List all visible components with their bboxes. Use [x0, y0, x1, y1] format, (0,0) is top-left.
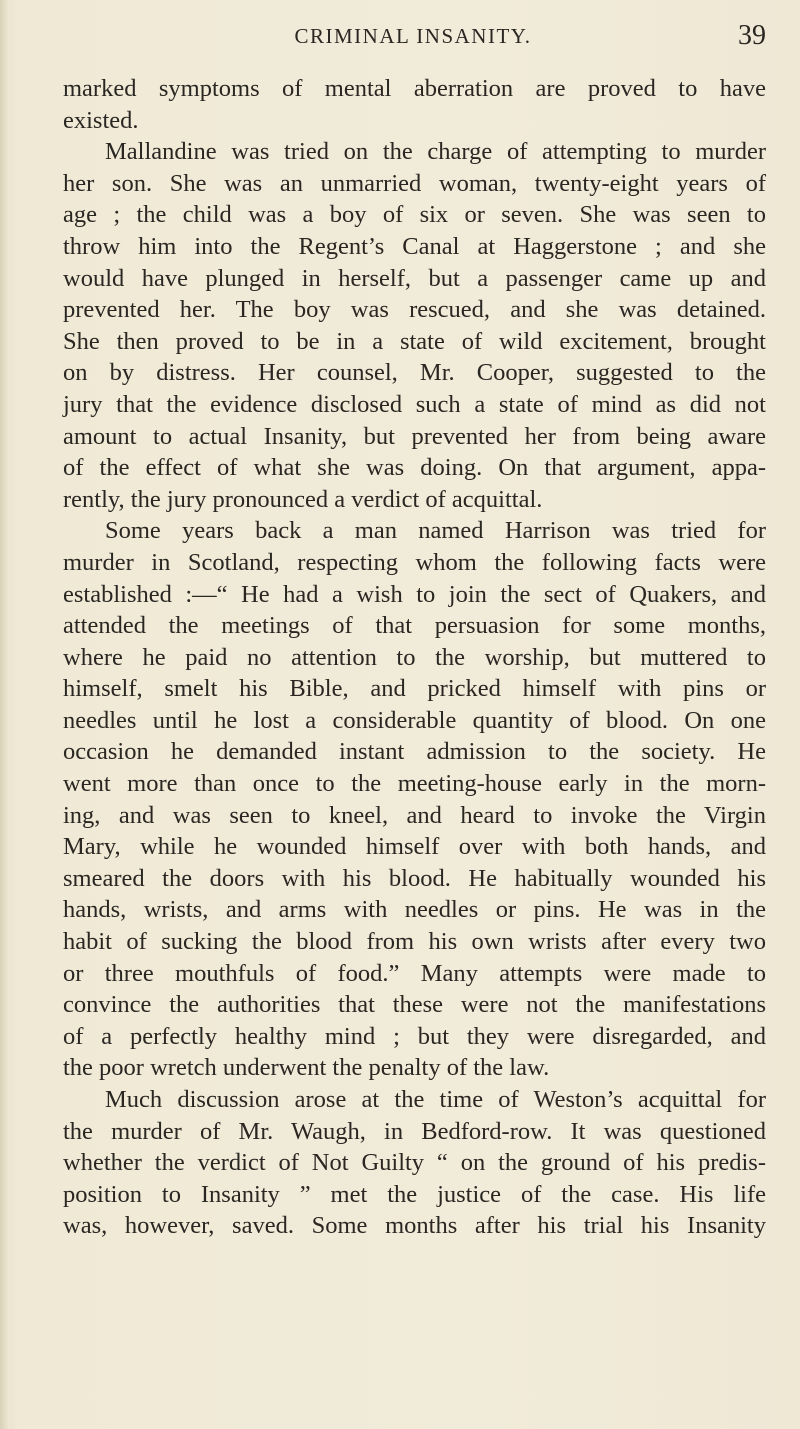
running-head [60, 20, 766, 60]
text-line: or three mouthfuls of food.” Many attempts were made to [63, 959, 766, 987]
paragraph-start-line: Much discussion arose at the time of Weston’s acquittal for [105, 1086, 766, 1113]
text-line: where he paid no attention to the worship, but muttered to [63, 643, 766, 671]
paragraph-start-line: Mallandine was tried on the charge of attempting to murder [105, 138, 766, 166]
text-line: ing, and was seen to kneel, and heard to invoke the Virgin [63, 801, 766, 829]
text-line: established :—“ He had a wish to join the sect of Quakers, and [63, 580, 766, 608]
text-line: on by distress. Her counsel, Mr. Cooper, suggested to the [63, 359, 766, 387]
text-line: her son. She was an unmarried woman, twenty-eight years of [63, 169, 766, 197]
text-line: position to Insanity ” met the justice of the case. His life [63, 1180, 766, 1208]
text-line: She then proved to be in a state of wild excitement, brought [63, 327, 766, 355]
text-line: prevented her. The boy was rescued, and she was detained. [63, 296, 766, 324]
paragraph-start-line: Some years back a man named Harrison was tried for [105, 517, 766, 545]
text-line: murder in Scotland, respecting whom the following facts were [63, 548, 766, 576]
text-line: attended the meetings of that persuasion for some months, [63, 612, 766, 640]
text-line: was, however, saved. Some months after his trial his Insanity [63, 1212, 766, 1240]
text-line: occasion he demanded instant admission to the society. He [63, 738, 766, 766]
text-line: existed. [63, 106, 139, 134]
text-line: himself, smelt his Bible, and pricked himself with pins or [63, 675, 766, 703]
text-line: would have plunged in herself, but a passenger came up and [63, 264, 766, 292]
text-line: needles until he lost a considerable quantity of blood. On one [63, 706, 766, 734]
text-line: went more than once to the meeting-house early in the morn- [63, 770, 766, 798]
body-text [63, 73, 766, 1242]
text-line: age ; the child was a boy of six or seven. She was seen to [63, 201, 766, 229]
page-number: 39 [738, 20, 766, 51]
text-line: whether the verdict of Not Guilty “ on the ground of his predis- [63, 1149, 766, 1177]
text-line: rently, the jury pronounced a verdict of acquittal. [63, 485, 543, 513]
text-line: jury that the evidence disclosed such a state of mind as did not [63, 390, 766, 418]
running-title: CRIMINAL INSANITY. [294, 24, 532, 48]
text-line: of the effect of what she was doing. On that argument, appa- [63, 454, 766, 482]
text-line: amount to actual Insanity, but prevented her from being aware [63, 422, 766, 450]
text-line: hands, wrists, and arms with needles or pins. He was in the [63, 896, 766, 924]
text-line: of a perfectly healthy mind ; but they were disregarded, and [63, 1022, 766, 1050]
text-line: marked symptoms of mental aberration are proved to have [63, 75, 766, 102]
text-line: convince the authorities that these were not the manifestations [63, 991, 766, 1019]
text-line: Mary, while he wounded himself over with both hands, and [63, 833, 766, 861]
text-line: habit of sucking the blood from his own wrists after every two [63, 928, 766, 956]
page-gutter [0, 0, 10, 1429]
text-line: the murder of Mr. Waugh, in Bedford-row. It was questioned [63, 1117, 766, 1145]
text-line: smeared the doors with his blood. He habitually wounded his [63, 864, 766, 892]
text-line: the poor wretch underwent the penalty of the law. [63, 1054, 550, 1082]
text-line: throw him into the Regent’s Canal at Haggerstone ; and she [63, 232, 766, 260]
